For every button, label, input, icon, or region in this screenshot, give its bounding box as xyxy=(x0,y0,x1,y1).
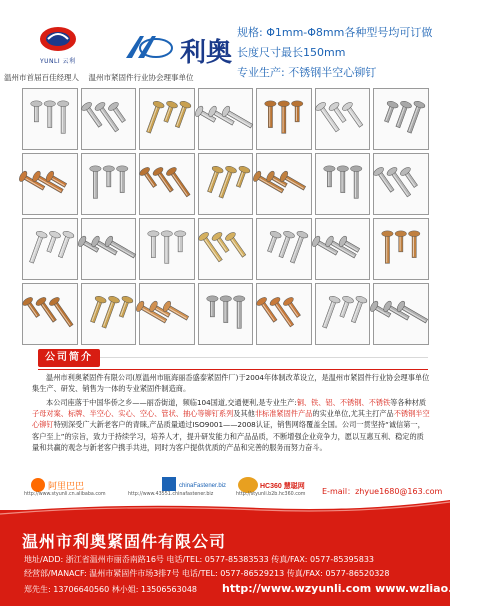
rivet-head xyxy=(382,231,393,237)
product-cell xyxy=(198,218,254,280)
para2-text-b: 等各种材质 xyxy=(390,398,427,407)
rivet-head xyxy=(121,295,134,304)
product-cell xyxy=(315,88,371,150)
rivet-highlight xyxy=(341,171,342,192)
rivet-shank xyxy=(386,235,390,264)
association-caption: 温州市紧固件行业协会理事单位 xyxy=(88,73,194,82)
para2-highlight-nonstandard: 非标准紧固件产品 xyxy=(254,409,313,419)
rivet-head xyxy=(220,296,231,302)
rivet-highlight xyxy=(324,301,334,327)
footer-contact-line: 郑先生: 13706640560 林小姐: 13506563048 xyxy=(24,585,197,594)
rivet-shank xyxy=(223,300,227,323)
product-cell xyxy=(256,218,312,280)
rivet-highlight xyxy=(413,236,414,257)
product-cell xyxy=(315,153,371,215)
rivet-highlight xyxy=(328,171,329,186)
company-logo-text: 利奥 xyxy=(180,38,233,68)
rivet-shank xyxy=(295,105,299,122)
rivet-highlight xyxy=(172,173,188,195)
alibaba-url-link[interactable]: http://www.styunli.cn.alibaba.com xyxy=(24,492,106,497)
rivet-highlight xyxy=(94,171,95,198)
rivet-head xyxy=(323,166,334,172)
rivet-icon xyxy=(316,154,370,214)
rivet-highlight xyxy=(220,171,230,197)
product-cell xyxy=(139,218,195,280)
rivet-head xyxy=(161,231,172,237)
rivet-head xyxy=(328,295,341,304)
product-cell xyxy=(315,218,371,280)
rivet-highlight xyxy=(238,301,239,328)
rivet-head xyxy=(292,101,303,107)
product-cell xyxy=(139,153,195,215)
product-cell xyxy=(81,283,137,345)
rivet-head xyxy=(337,166,348,172)
footer-address-line: 地址/ADD: 浙江省温州市丽岙南路16号 电话/TEL: 0577-85383533 传真/FAX: 0577-85395833 xyxy=(24,555,375,564)
section-title: 公司简介 xyxy=(38,349,100,367)
para2-highlight-materials: 铜、铁、铝、不锈钢、不锈铁 xyxy=(296,398,391,407)
rivet-highlight xyxy=(355,171,356,198)
product-cell xyxy=(22,218,78,280)
para2-highlight-main-product: 不锈钢半空心铆钉 xyxy=(32,409,430,430)
product-cell xyxy=(22,153,78,215)
rivet-icon xyxy=(82,284,136,344)
rivet-icon xyxy=(199,284,253,344)
product-cell xyxy=(198,283,254,345)
rivet-shank xyxy=(210,300,214,317)
rivet-highlight xyxy=(103,301,113,327)
rivet-head xyxy=(224,165,237,174)
rivet-icon xyxy=(316,219,370,279)
rivet-shank xyxy=(399,235,403,252)
brand-caption: 温州市首届百佳经理人 xyxy=(4,73,79,82)
product-cell xyxy=(198,153,254,215)
rivet-highlight xyxy=(285,177,304,188)
product-cell xyxy=(373,283,429,345)
product-cell xyxy=(81,88,137,150)
rivet-highlight xyxy=(230,238,243,256)
spec-line-product: 专业生产: 不锈钢半空心铆钉 xyxy=(237,66,377,79)
product-cell xyxy=(256,153,312,215)
rivet-head xyxy=(31,101,42,107)
rivet-head xyxy=(270,230,283,239)
rivet-icon xyxy=(140,219,194,279)
section-divider xyxy=(100,357,428,358)
rivet-highlight xyxy=(224,301,225,322)
rivet-head xyxy=(265,101,276,107)
spec-line-length: 长度尺寸最长150mm xyxy=(237,46,346,59)
chinafastener-url-link[interactable]: http://www.43551.chinafastener.biz xyxy=(128,492,214,497)
rivet-head xyxy=(103,166,114,172)
rivet-head xyxy=(89,166,100,172)
rivet-head xyxy=(44,101,55,107)
lio-logo-icon xyxy=(122,32,176,62)
rivet-icon xyxy=(374,219,428,279)
product-grid xyxy=(22,88,429,345)
product-cell xyxy=(198,88,254,150)
rivet-head xyxy=(148,231,159,237)
rivet-head xyxy=(57,101,68,107)
rivet-highlight xyxy=(203,238,219,260)
rivet-shank xyxy=(48,105,52,128)
rivet-shank xyxy=(93,170,97,199)
chinafastener-logo-text: chinaFastener.biz xyxy=(179,483,227,489)
footer-swoosh xyxy=(0,500,450,524)
rivet-icon xyxy=(82,154,136,214)
rivet-shank xyxy=(282,105,286,134)
rivet-head xyxy=(409,231,420,237)
rivet-icon xyxy=(23,284,77,344)
rivet-head xyxy=(341,295,354,304)
email-link[interactable]: E-mail：zhyue1680@163.com xyxy=(322,487,443,496)
product-cell xyxy=(22,283,78,345)
rivet-head xyxy=(62,230,75,239)
product-cell xyxy=(373,218,429,280)
rivet-shank xyxy=(413,235,417,258)
footer-sales-line: 经营部/MANACF: 温州市紧固件市场3排7号 电话/TEL: 0577-86529213 传真/FAX: 0577-86520328 xyxy=(24,569,390,578)
product-cell xyxy=(315,283,371,345)
rivet-icon xyxy=(140,154,194,214)
para2-text-c: 及其他 xyxy=(233,409,255,419)
product-cell xyxy=(81,218,137,280)
rivet-head xyxy=(350,166,361,172)
hc360-logo-text: HC360 慧聪网 xyxy=(260,483,305,490)
rivet-icon xyxy=(23,154,77,214)
rivet-highlight xyxy=(409,106,419,132)
rivet-highlight xyxy=(321,108,337,130)
rivet-icon xyxy=(316,284,370,344)
rivet-icon xyxy=(140,284,194,344)
rivet-highlight xyxy=(62,106,63,133)
rivet-head xyxy=(355,295,368,304)
rivet-head xyxy=(49,230,62,239)
rivet-highlight xyxy=(35,106,36,121)
rivet-head xyxy=(233,296,244,302)
rivet-head xyxy=(395,231,406,237)
brand-logo-text: YUNLI 云利 xyxy=(40,58,76,65)
rivet-head xyxy=(413,100,426,109)
rivet-highlight xyxy=(347,108,360,126)
rivet-head xyxy=(166,100,179,109)
rivet-head xyxy=(116,166,127,172)
alibaba-logo-text: 阿里巴巴 xyxy=(48,481,85,491)
rivet-icon xyxy=(257,219,311,279)
rivet-shank xyxy=(178,235,182,252)
rivet-shank xyxy=(341,170,345,193)
yunli-logo-icon xyxy=(38,24,78,54)
rivet-head xyxy=(175,231,186,237)
rivet-highlight xyxy=(121,171,122,192)
rivet-highlight xyxy=(270,106,271,127)
rivet-head xyxy=(400,100,413,109)
rivet-icon xyxy=(23,219,77,279)
rivet-highlight xyxy=(107,171,108,186)
rivet-highlight xyxy=(283,106,284,133)
logo-caption xyxy=(4,72,194,83)
rivet-highlight xyxy=(152,236,153,257)
rivet-icon xyxy=(140,89,194,149)
rivet-highlight xyxy=(148,106,158,131)
para2-text-e: 特别深受广大新老客户的青睐,产品质量通过ISO9001——2008认证，销售网络覆盖全国。公司一贯坚持“诚信第一，客户至上”的宗旨，致力于持续学习，培养人才，提升研发能力和产品品质，不断增强企业竞争力，愿以互惠互利、稳定的质量和共赢的观念与新老客户携手共进，同时为客户提供优质的产品和完善的服务而努力奋斗。 xyxy=(32,420,425,452)
rivet-highlight xyxy=(49,106,50,127)
rivet-head xyxy=(211,165,224,174)
rivet-icon xyxy=(199,219,253,279)
product-cell xyxy=(139,88,195,150)
rivet-shank xyxy=(120,170,124,193)
section-underline xyxy=(38,369,428,370)
hc360-url-link[interactable]: http://styunli.b2b.hc360.com xyxy=(236,492,306,497)
para2-highlight-series: 子母对案、标牌、半空心、实心、空心、管状、抽心等铆钉系列 xyxy=(32,409,234,419)
rivet-head xyxy=(94,295,107,304)
product-cell xyxy=(373,153,429,215)
rivet-icon xyxy=(82,89,136,149)
rivet-head xyxy=(387,100,400,109)
rivet-icon xyxy=(257,154,311,214)
intro-paragraph-2 xyxy=(32,397,430,453)
product-cell xyxy=(22,88,78,150)
rivet-highlight xyxy=(393,173,409,195)
intro-paragraph-1: 温州市利奥紧固件有限公司(原温州市瓯海丽岙盛泰紧固件厂)于2004年体制改革设立，是温州市紧固件行业协会理事单位集生产、研发、销售为一体的专业紧固件制造商。 xyxy=(32,373,430,394)
rivet-icon xyxy=(257,284,311,344)
rivet-highlight xyxy=(31,236,41,261)
rivet-icon xyxy=(316,89,370,149)
rivet-shank xyxy=(165,235,169,264)
rivet-highlight xyxy=(55,303,71,325)
rivet-shank xyxy=(269,105,273,128)
product-cell xyxy=(139,283,195,345)
product-cell xyxy=(81,153,137,215)
rivet-shank xyxy=(151,235,155,258)
rivet-icon xyxy=(199,154,253,214)
product-cell xyxy=(373,88,429,150)
rivet-highlight xyxy=(166,236,167,263)
para2-text-a: 本公司座落于中国华侨之乡——丽岙街道，频临104国道,交通便利,是专业生产: xyxy=(46,398,297,407)
rivet-icon xyxy=(374,284,428,344)
rivet-head xyxy=(283,230,296,239)
rivet-highlight xyxy=(292,236,302,261)
rivet-head xyxy=(278,101,289,107)
rivet-head xyxy=(107,295,120,304)
rivet-icon xyxy=(374,154,428,214)
product-cell xyxy=(256,88,312,150)
rivet-head xyxy=(35,230,48,239)
spec-line-size: 规格: Φ1mm-Φ8mm各种型号均可订做 xyxy=(237,26,433,39)
footer-company-name: 温州市利奥紧固件有限公司 xyxy=(22,532,227,551)
rivet-head xyxy=(238,165,251,174)
rivet-shank xyxy=(106,170,110,187)
footer-website-link[interactable]: http://www.wzyunli.com www.wzliao.com xyxy=(222,582,478,595)
rivet-highlight xyxy=(100,108,116,130)
rivet-icon xyxy=(23,89,77,149)
rivet-icon xyxy=(82,219,136,279)
rivet-shank xyxy=(237,300,241,329)
rivet-icon xyxy=(199,89,253,149)
rivet-highlight xyxy=(168,307,187,318)
rivet-highlight xyxy=(211,301,212,316)
rivet-icon xyxy=(257,89,311,149)
rivet-head xyxy=(296,230,309,239)
rivet-highlight xyxy=(275,303,291,325)
rivet-head xyxy=(206,296,217,302)
rivet-shank xyxy=(354,170,358,199)
rivet-icon xyxy=(374,89,428,149)
rivet-highlight xyxy=(296,106,297,121)
para2-text-d: 的实业单位,尤其主打产品 xyxy=(312,409,394,419)
product-cell xyxy=(256,283,312,345)
rivet-shank xyxy=(61,105,65,134)
rivet-head xyxy=(152,100,165,109)
rivet-highlight xyxy=(387,236,388,263)
rivet-shank xyxy=(34,105,38,122)
rivet-highlight xyxy=(179,236,180,251)
rivet-shank xyxy=(327,170,331,187)
rivet-head xyxy=(179,100,192,109)
rivet-highlight xyxy=(400,236,401,251)
